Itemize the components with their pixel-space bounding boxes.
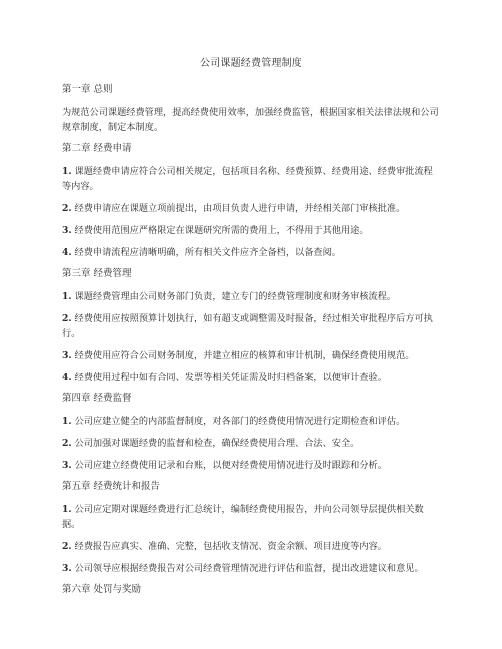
item-number: 3.	[62, 225, 72, 236]
item-text: 公司领导应根据经费报告对公司经费管理情况进行评估和监督，提出改进建议和意见。	[71, 563, 424, 574]
list-item	[62, 201, 440, 216]
item-text: 经费使用应符合公司财务制度，并建立相应的核算和审计机制，确保经费使用规范。	[71, 350, 415, 361]
list-item	[62, 561, 440, 576]
chapter-heading: 第三章 经费管理	[62, 268, 132, 279]
list-item	[62, 414, 440, 429]
list-item	[62, 311, 440, 341]
item-number: 2.	[62, 313, 72, 324]
item-number: 1.	[62, 416, 72, 427]
item-text: 经费申请流程应清晰明确，所有相关文件应齐全备档，以备查阅。	[71, 247, 341, 258]
item-text: 经费使用应按照预算计划执行，如有超支或调整需及时报备，经过相关审批程序后方可执行。	[62, 313, 433, 339]
list-item	[62, 289, 440, 304]
item-text: 经费使用范围应严格限定在课题研究所需的费用上，不得用于其他用途。	[71, 225, 369, 236]
item-text: 经费报告应真实、准确、完整，包括收支情况、资金余额、项目进度等内容。	[71, 541, 387, 552]
chapter-heading: 第五章 经费统计和报告	[62, 481, 161, 492]
item-number: 2.	[62, 203, 72, 214]
chapter-heading: 第二章 经费申请	[62, 143, 132, 154]
item-number: 3.	[62, 460, 72, 471]
item-text: 公司应定期对课题经费进行汇总统计，编制经费使用报告，并向公司领导层提供相关数据。	[62, 504, 424, 530]
item-text: 公司加强对课题经费的监督和检查，确保经费使用合理、合法、安全。	[71, 438, 360, 449]
item-number: 1.	[62, 504, 72, 515]
item-number: 1.	[62, 166, 72, 177]
paragraph-text: 为规范公司课题经费管理，提高经费使用效率，加强经费监管，根据国家相关法律法规和公司规章制度，制定本制度。	[62, 107, 439, 133]
list-item	[62, 223, 440, 238]
list-item	[62, 458, 440, 473]
item-number: 2.	[62, 438, 72, 449]
item-number: 2.	[62, 541, 72, 552]
list-item	[62, 245, 440, 260]
list-item	[62, 502, 440, 532]
paragraph	[62, 105, 440, 135]
document-title: 公司课题经费管理制度	[200, 58, 302, 69]
item-number: 4.	[62, 372, 72, 383]
chapter-heading: 第一章 总则	[62, 84, 113, 95]
item-text: 经费申请应在课题立项前提出，由项目负责人进行申请，并经相关部门审核批准。	[71, 203, 406, 214]
item-text: 公司应建立经费使用记录和台账，以便对经费使用情况进行及时跟踪和分析。	[71, 460, 387, 471]
item-text: 经费使用过程中如有合同、发票等相关凭证需及时归档备案，以便审计查验。	[71, 372, 387, 383]
item-text: 课题经费申请应符合公司相关规定，包括项目名称、经费预算、经费用途、经费审批流程等内容。	[62, 166, 433, 192]
chapter-heading: 第六章 处罚与奖励	[62, 584, 142, 595]
item-number: 1.	[62, 291, 72, 302]
list-item	[62, 370, 440, 385]
item-number: 4.	[62, 247, 72, 258]
item-number: 3.	[62, 563, 72, 574]
item-text: 课题经费管理由公司财务部门负责，建立专门的经费管理制度和财务审核流程。	[71, 291, 397, 302]
list-item	[62, 164, 440, 194]
item-number: 3.	[62, 350, 72, 361]
item-text: 公司应建立健全的内部监督制度，对各部门的经费使用情况进行定期检查和评估。	[71, 416, 406, 427]
list-item	[62, 539, 440, 554]
chapter-heading: 第四章 经费监督	[62, 393, 132, 404]
list-item	[62, 348, 440, 363]
list-item	[62, 436, 440, 451]
